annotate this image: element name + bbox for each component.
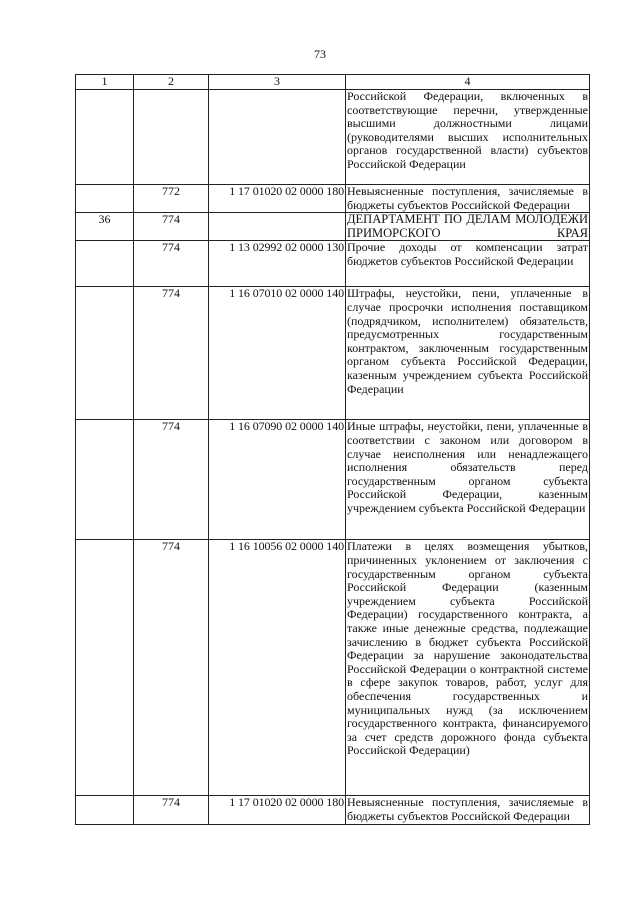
header-cell-1: 1 <box>76 75 134 90</box>
row-number-cell <box>76 796 134 824</box>
table-header-row <box>76 75 590 90</box>
table-row <box>76 185 590 213</box>
description-cell: Невыясненные поступления, зачисляемые в бюджеты субъектов Российской Федерации <box>347 184 588 212</box>
income-code-cell <box>209 213 346 241</box>
admin-code-cell: 774 <box>134 540 209 796</box>
table-row <box>76 540 590 796</box>
admin-code-cell: 772 <box>134 185 209 213</box>
description-cell: Невыясненные поступления, зачисляемые в бюджеты субъектов Российской Федерации <box>347 795 588 823</box>
admin-code-cell: 774 <box>134 287 209 420</box>
description-cell: Прочие доходы от компенсации затрат бюджетов субъектов Российской Федерации <box>346 241 590 287</box>
header-cell-2: 2 <box>134 75 209 90</box>
row-number-cell <box>76 540 134 796</box>
row-number-cell <box>76 185 134 213</box>
row-number-cell: 36 <box>76 213 134 241</box>
income-code-cell <box>209 90 346 185</box>
description-cell: Платежи в целях возмещения убытков, причиненных уклонением от заключения с государственным органом субъекта Российской Федерации (казенным учреждением субъекта Российской Федерации) государственного контракта, а также иные денежные средства, подлежащие зачислению в бюджет субъекта Российской Федерации за нарушение законодательства Российской Федерации о контрактной системе в сфере закупок товаров, работ, услуг для обеспечения государственных и муниципальных нужд (за исключением государственного контракта, финансируемого за счет средств дорожного фонда субъекта Российской Федерации) <box>346 540 590 796</box>
page-number: 73 <box>314 47 326 61</box>
table-row <box>76 420 590 540</box>
income-code-cell: 1 17 01020 02 0000 180 <box>209 185 346 213</box>
admin-code-cell: 774 <box>134 213 209 241</box>
row-number-cell <box>76 287 134 420</box>
table-row <box>76 796 590 824</box>
table-row <box>76 241 590 287</box>
row-number-cell <box>76 241 134 287</box>
income-code-cell: 1 16 07090 02 0000 140 <box>209 420 346 540</box>
income-code-cell: 1 16 10056 02 0000 140 <box>209 540 346 796</box>
admin-code-cell: 774 <box>134 420 209 540</box>
row-number-cell <box>76 90 134 185</box>
header-cell-4: 4 <box>346 75 590 90</box>
department-name-cell: ДЕПАРТАМЕНТ ПО ДЕЛАМ МОЛОДЕЖИ ПРИМОРСКОГО КРАЯ <box>347 212 588 240</box>
header-cell-3: 3 <box>209 75 346 90</box>
table-row <box>76 287 590 420</box>
budget-classification-table <box>75 74 590 825</box>
row-number-cell <box>76 420 134 540</box>
description-cell: Штрафы, неустойки, пени, уплаченные в случае просрочки исполнения поставщиком (подрядчиком, исполнителем) обязательств, предусмотренных государственным контрактом, заключенным государственным органом субъекта Российской Федерации, казенным учреждением субъекта Российской Федерации <box>346 287 590 420</box>
table-row-department <box>76 213 590 241</box>
admin-code-cell: 774 <box>134 796 209 824</box>
table-row <box>76 90 590 185</box>
description-cell: Российской Федерации, включенных в соответствующие перечни, утвержденные высшими должностными лицами (руководителями высших исполнительных органов государственной власти) субъектов Российской Федерации <box>346 90 590 185</box>
income-code-cell: 1 13 02992 02 0000 130 <box>209 241 346 287</box>
admin-code-cell: 774 <box>134 241 209 287</box>
description-cell: Иные штрафы, неустойки, пени, уплаченные в соответствии с законом или договором в случае неисполнения или ненадлежащего исполнения обязательств перед государственным органом субъекта Российской Федерации, казенным учреждением субъекта Российской Федерации <box>346 420 590 540</box>
income-code-cell: 1 16 07010 02 0000 140 <box>209 287 346 420</box>
income-code-cell: 1 17 01020 02 0000 180 <box>209 796 346 824</box>
admin-code-cell <box>134 90 209 185</box>
